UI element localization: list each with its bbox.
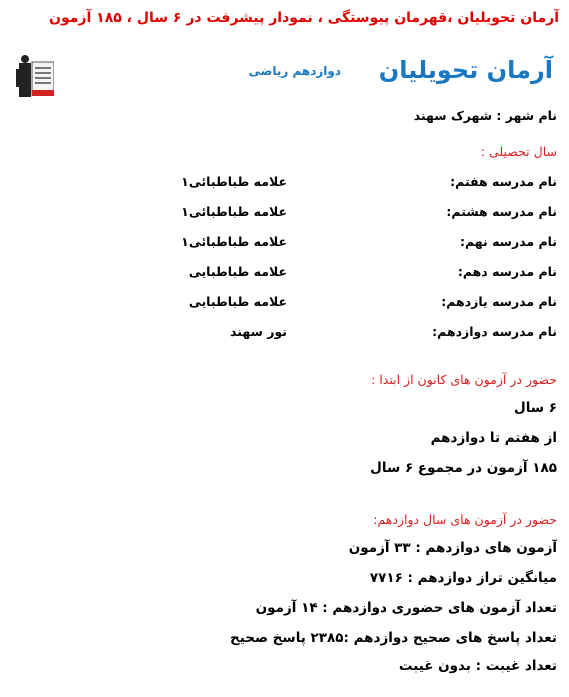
school-label-11: نام مدرسه یازدهم: <box>441 294 557 309</box>
attendance-grade12-heading: حضور در آزمون های سال دوازدهم: <box>373 512 557 527</box>
grade12-attended: تعداد آزمون های حضوری دوازدهم : ۱۴ آزمون <box>255 600 557 616</box>
school-label-7: نام مدرسه هفتم: <box>450 174 557 189</box>
grade12-absences: تعداد غیبت : بدون غیبت <box>398 658 557 674</box>
school-value-10: علامه طباطبایی <box>188 264 287 279</box>
attendance-years: ۶ سال <box>513 400 557 416</box>
student-name: آرمان تحویلیان <box>378 56 553 84</box>
school-label-9: نام مدرسه نهم: <box>459 234 557 249</box>
city-line: نام شهر : شهرک سهند <box>413 108 557 123</box>
attendance-total: ۱۸۵ آزمون در مجموع ۶ سال <box>370 460 557 476</box>
grade12-avg-score: میانگین تراز دوازدهم : ۷۷۱۶ <box>369 570 557 586</box>
school-value-9: علامه طباطبائی۱ <box>181 234 287 249</box>
school-value-7: علامه طباطبائی۱ <box>181 174 287 189</box>
school-label-12: نام مدرسه دوازدهم: <box>432 324 557 339</box>
school-label-10: نام مدرسه دهم: <box>457 264 557 279</box>
grade12-exams: آزمون های دوازدهم : ۳۳ آزمون <box>348 540 557 556</box>
grade12-correct: تعداد پاسخ های صحیح دوازدهم :۲۳۸۵ پاسخ صحیح <box>229 630 557 646</box>
school-years-heading: سال تحصیلی : <box>480 144 557 159</box>
school-value-11: علامه طباطبایی <box>188 294 287 309</box>
school-value-8: علامه طباطبائی۱ <box>181 204 287 219</box>
attendance-since-start-heading: حضور در آزمون های کانون از ابتدا : <box>371 372 557 387</box>
grade-field: دوازدهم ریاضی <box>248 64 341 78</box>
school-label-8: نام مدرسه هشتم: <box>446 204 557 219</box>
attendance-range: از هفتم تا دوازدهم <box>430 430 557 446</box>
page-headline: آرمان تحویلیان ،قهرمان پیوستگی ، نمودار پیشرفت در ۶ سال ، ۱۸۵ آزمون <box>49 10 559 26</box>
kanoon-logo-icon <box>16 53 54 101</box>
school-value-12: نور سهند <box>230 324 287 339</box>
